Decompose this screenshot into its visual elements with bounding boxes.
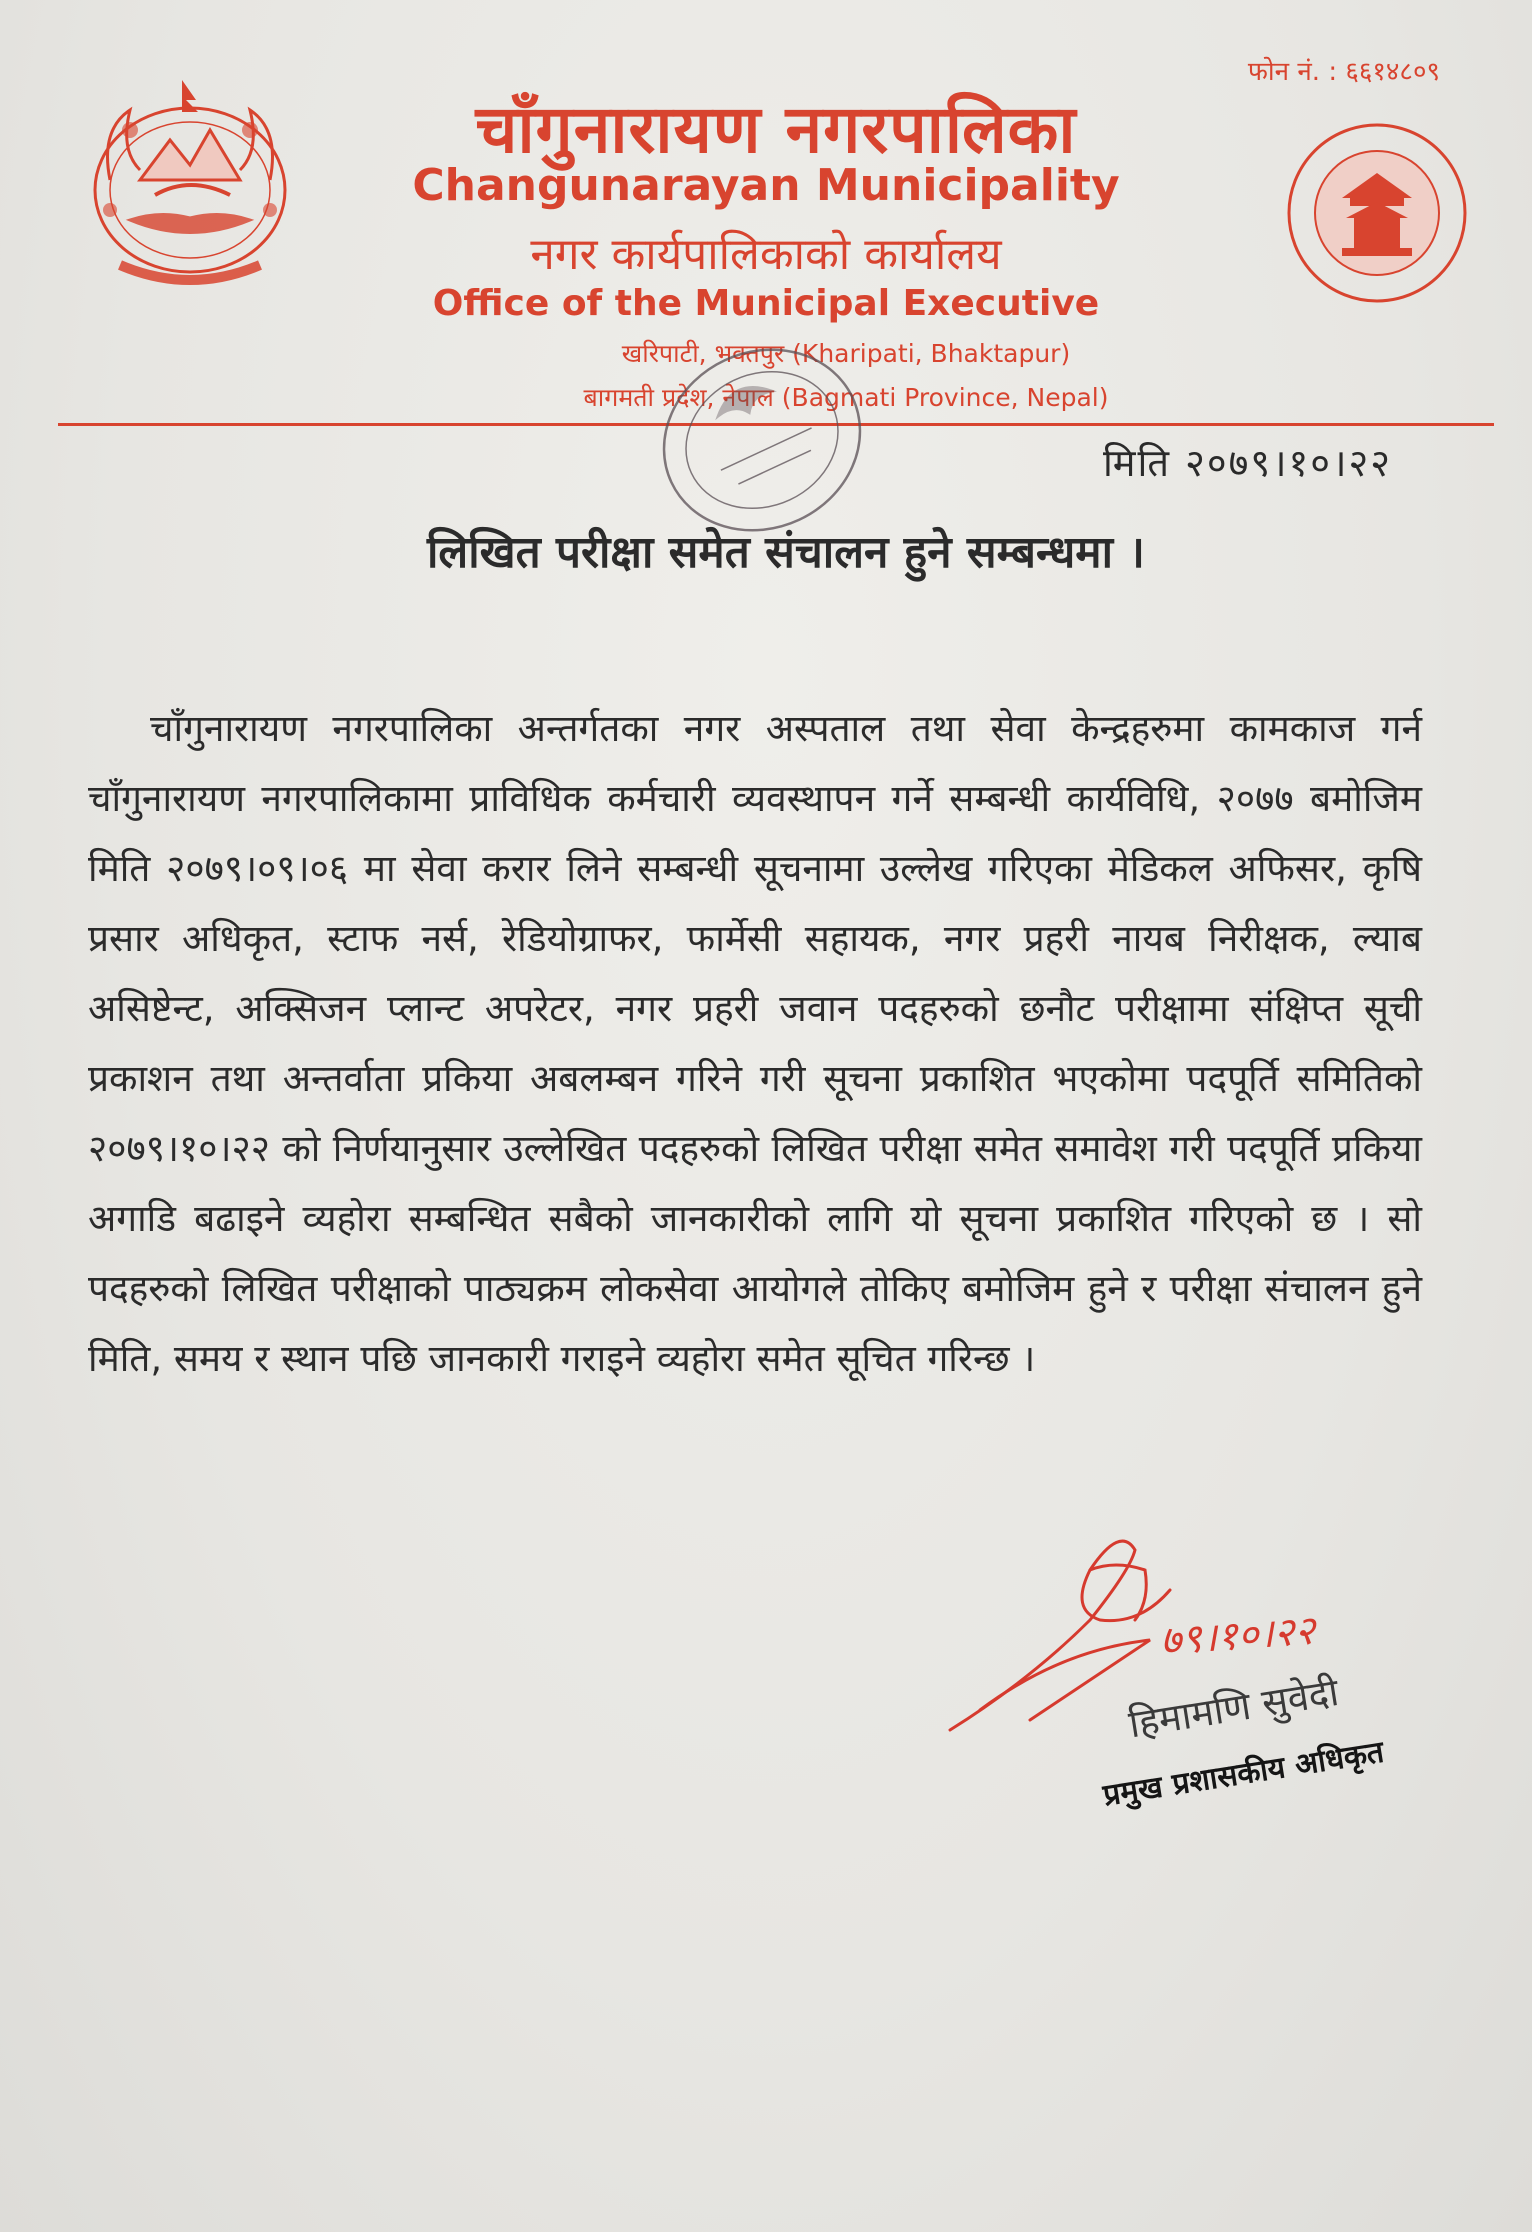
signatory-name: हिमामणि सुवेदी	[1125, 1669, 1342, 1747]
handwritten-date: ७९।१०।२२	[1158, 1607, 1317, 1665]
letter-date: मिति २०७९।१०।२२	[1102, 441, 1392, 485]
office-stamp-icon	[652, 340, 872, 540]
address-line-2: बागमती प्रदेश, नेपाल (Bagmati Province, Nepal)	[583, 383, 1109, 412]
municipality-name-nepali: चाँगुनारायण नगरपालिका	[475, 91, 1077, 168]
municipality-name-english: Changunarayan Municipality	[412, 160, 1120, 211]
body-paragraph: चाँगुनारायण नगरपालिका अन्तर्गतका नगर अस्पताल तथा सेवा केन्द्रहरुमा कामकाज गर्न चाँगुनारायण नगरपालिकामा प्राविधिक कर्मचारी व्यवस्थापन गर्ने सम्बन्धी कार्यविधि, २०७७ बमोजिम मिति २०७९।०९।०६ मा सेवा करार लिने सम्बन्धी सूचनामा उल्लेख गरिएका मेडिकल अफिसर, कृषि प्रसार अधिकृत, स्टाफ नर्स, रेडियोग्राफर, फार्मेसी सहायक, नगर प्रहरी नायब निरीक्षक, ल्याब असिष्टेन्ट, अक्सिजन प्लान्ट अपरेटर, नगर प्रहरी जवान पदहरुको छनौट परीक्षामा संक्षिप्त सूची प्रकाशन तथा अन्तर्वाता प्रकिया अबलम्बन गरिने गरी सूचना प्रकाशित भएकोमा पदपूर्ति समितिको २०७९।१०।२२ को निर्णयानुसार उल्लेखित पदहरुको लिखित परीक्षा समेत समावेश गरी पदपूर्ति प्रकिया अगाडि बढाइने व्यहोरा सम्बन्धित सबैको जानकारीको लागि यो सूचना प्रकाशित गरिएको छ । सो पदहरुको लिखित परीक्षाको पाठ्यक्रम लोकसेवा आयोगले तोकिए बमोजिम हुने र परीक्षा संचालन हुने मिति, समय र स्थान पछि जानकारी गराइने व्यहोरा समेत सूचित गरिन्छ ।	[88, 707, 1422, 1380]
subject-line: लिखित परीक्षा समेत संचालन हुने सम्बन्धमा ।	[427, 527, 1145, 578]
notice-body	[88, 694, 1422, 1394]
office-name-nepali: नगर कार्यपालिकाको कार्यालय	[530, 229, 1002, 280]
office-name-english: Office of the Municipal Executive	[432, 283, 1100, 324]
signatory-title: प्रमुख प्रशासकीय अधिकृत	[1100, 1734, 1387, 1814]
phone-number: फोन नं. : ६६१४८०९	[1247, 57, 1440, 87]
address-line-1: खरिपाटी, भक्तपुर (Kharipati, Bhaktapur)	[621, 339, 1071, 368]
